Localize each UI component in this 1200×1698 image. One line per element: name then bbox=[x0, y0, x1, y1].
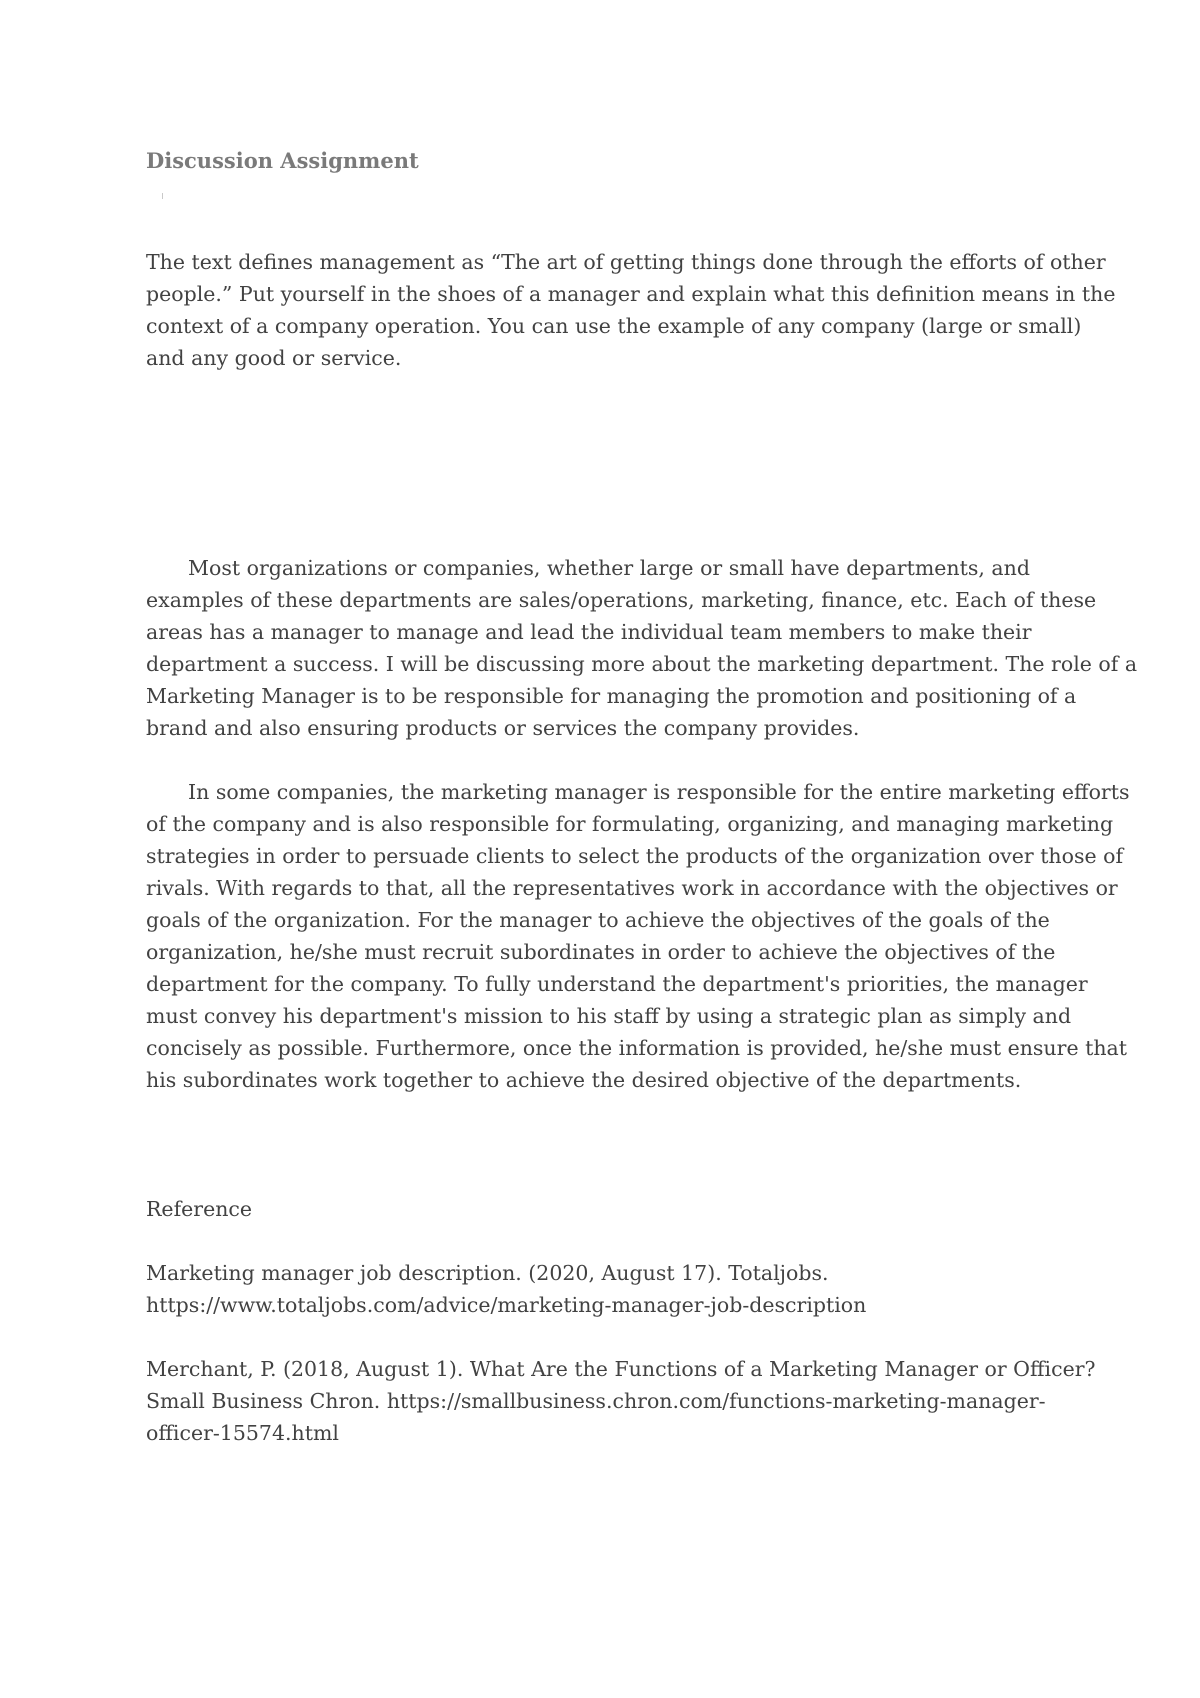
text-line: Most organizations or companies, whether large or small have departments, and bbox=[188, 556, 1030, 580]
text-line: brand and also ensuring products or services the company provides. bbox=[146, 716, 860, 740]
text-line: Marketing Manager is to be responsible for managing the promotion and positioning of a bbox=[146, 684, 1077, 708]
text-line: The text defines management as “The art of getting things done through the efforts of other bbox=[146, 250, 1106, 274]
page-title: Discussion Assignment bbox=[146, 148, 419, 173]
reference-entry-2 bbox=[146, 1353, 1096, 1449]
text-line: context of a company operation. You can use the example of any company (large or small) bbox=[146, 314, 1082, 338]
text-line: goals of the organization. For the manager to achieve the objectives of the goals of the bbox=[146, 908, 1050, 932]
cursor-mark bbox=[162, 193, 163, 199]
text-line: strategies in order to persuade clients to select the products of the organization over those of bbox=[146, 844, 1124, 868]
reference-entry-1 bbox=[146, 1257, 1066, 1321]
prompt-paragraph bbox=[146, 246, 1116, 374]
text-line: of the company and is also responsible for formulating, organizing, and managing marketing bbox=[146, 812, 1114, 836]
text-line: In some companies, the marketing manager is responsible for the entire marketing efforts bbox=[188, 780, 1130, 804]
text-line: concisely as possible. Furthermore, once the information is provided, he/she must ensure that bbox=[146, 1036, 1127, 1060]
text-line: and any good or service. bbox=[146, 346, 402, 370]
text-line: areas has a manager to manage and lead the individual team members to make their bbox=[146, 620, 1032, 644]
references-section bbox=[146, 1193, 1096, 1449]
text-line: department a success. I will be discussing more about the marketing department. The role of a bbox=[146, 652, 1138, 676]
answer-section bbox=[146, 552, 1138, 1096]
text-line: examples of these departments are sales/operations, marketing, finance, etc. Each of these bbox=[146, 588, 1097, 612]
text-line: Marketing manager job description. (2020, August 17). Totaljobs. bbox=[146, 1261, 829, 1285]
reference-heading: Reference bbox=[146, 1197, 253, 1221]
text-line: organization, he/she must recruit subordinates in order to achieve the objectives of the bbox=[146, 940, 1056, 964]
reference-url: officer-15574.html bbox=[146, 1421, 339, 1445]
reference-url: Small Business Chron. https://smallbusiness.chron.com/functions-marketing-manager- bbox=[146, 1389, 1046, 1413]
text-line: his subordinates work together to achieve the desired objective of the departments. bbox=[146, 1068, 1022, 1092]
text-line: must convey his department's mission to his staff by using a strategic plan as simply and bbox=[146, 1004, 1072, 1028]
reference-url: https://www.totaljobs.com/advice/marketing-manager-job-description bbox=[146, 1293, 867, 1317]
answer-paragraph-1 bbox=[146, 552, 1138, 744]
answer-paragraph-2 bbox=[146, 776, 1130, 1096]
text-line: department for the company. To fully understand the department's priorities, the manager bbox=[146, 972, 1088, 996]
text-line: Merchant, P. (2018, August 1). What Are the Functions of a Marketing Manager or Officer? bbox=[146, 1357, 1096, 1381]
text-line: people.” Put yourself in the shoes of a manager and explain what this definition means in the bbox=[146, 282, 1116, 306]
text-line: rivals. With regards to that, all the representatives work in accordance with the objectives or bbox=[146, 876, 1118, 900]
assignment-prompt bbox=[146, 246, 1116, 374]
